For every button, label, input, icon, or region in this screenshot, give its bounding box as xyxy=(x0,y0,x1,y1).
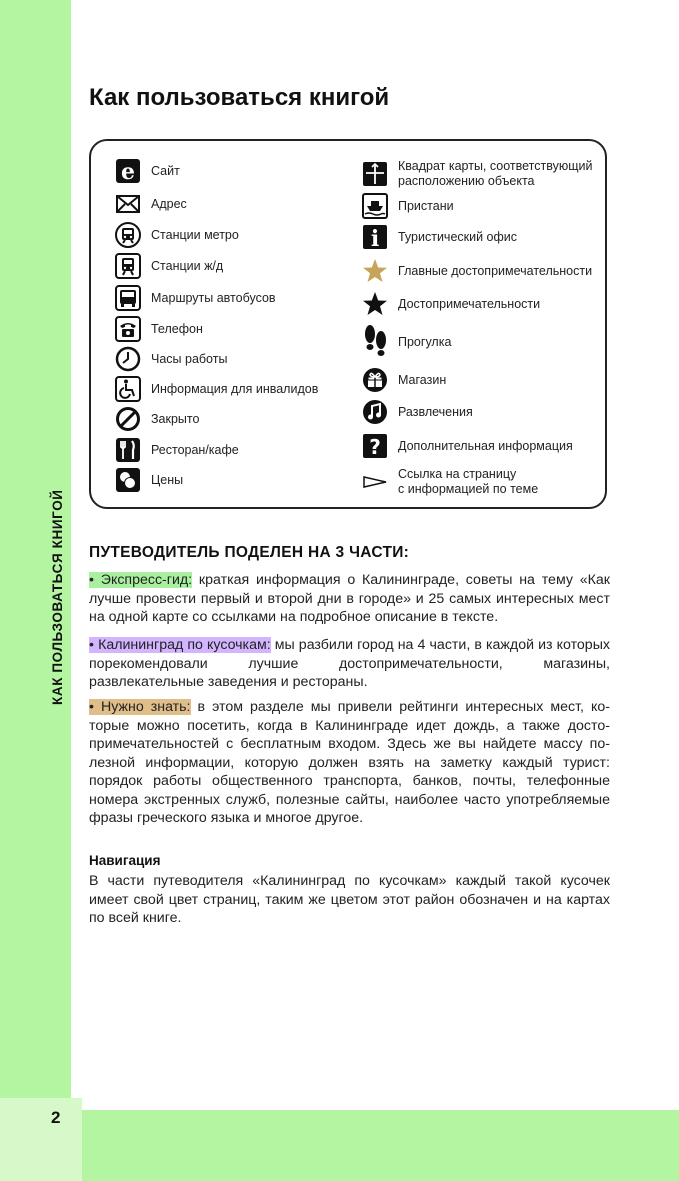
legend-item-closed xyxy=(115,406,199,432)
legend-item-address xyxy=(115,191,187,217)
pier-icon xyxy=(362,193,388,219)
bus-icon xyxy=(115,285,141,311)
legend-label: Станции ж/д xyxy=(151,258,224,273)
metro-icon xyxy=(115,222,141,248)
legend-label: Развлечения xyxy=(398,404,473,419)
legend-item-extra-info xyxy=(362,433,573,459)
train-icon xyxy=(115,253,141,279)
legend-label: Часы работы xyxy=(151,351,228,366)
legend-item-prices xyxy=(115,467,183,493)
part-text: краткая информация о Калининграде, советы на тему «Как лучше провести первый и второй дни в городе» и 25 самых интересных мест на одной карте со ссылками на подробное описание в тексте. xyxy=(89,572,610,625)
legend-label: Сайт xyxy=(151,163,180,178)
legend-item-tourist-office xyxy=(362,224,517,250)
navigation-title: Навигация xyxy=(89,853,161,868)
navigation-text: В части путеводителя «Калининград по кусочкам» каждый такой кусочек имеет свой цвет страниц, таким же цветом этот район обозначен и на картах по всей книге. xyxy=(89,873,610,926)
section-title: ПУТЕВОДИТЕЛЬ ПОДЕЛЕН НА 3 ЧАСТИ: xyxy=(89,544,410,561)
legend-item-metro xyxy=(115,222,239,248)
question-icon xyxy=(362,433,388,459)
website-icon xyxy=(115,158,141,184)
sidebar-title: КАК ПОЛЬЗОВАТЬСЯ КНИГОЙ xyxy=(50,489,65,705)
part-express-guide xyxy=(89,571,610,627)
music-icon xyxy=(362,399,388,425)
legend-label: Достопримечательности xyxy=(398,296,541,311)
legend-label: Станции метро xyxy=(151,227,239,242)
legend-label: Прогулка xyxy=(398,334,452,349)
info-icon xyxy=(362,224,388,250)
restaurant-icon xyxy=(115,437,141,463)
map-square-icon xyxy=(362,161,388,187)
legend-label: Туристический офис xyxy=(398,229,518,244)
legend-item-entertainment xyxy=(362,399,473,425)
part-label: • Нужно знать: xyxy=(89,699,191,715)
legend-label: Ресторан/кафе xyxy=(151,442,239,457)
phone-icon xyxy=(115,316,141,342)
legend-item-page-link xyxy=(362,467,538,497)
part-need-to-know xyxy=(89,698,610,828)
legend-label: Дополнительная информация xyxy=(398,438,573,453)
svg-text:e: e xyxy=(121,159,135,184)
part-label: • Калининград по кусочкам: xyxy=(89,637,271,653)
footprints-icon xyxy=(362,325,388,359)
page-link-icon xyxy=(362,469,388,495)
part-text: мы разбили город на 4 части, в каждой из которых порекомендовали лучшие достопримечательности, магазины, развлекательные заведения и рестораны. xyxy=(89,637,610,690)
legend-label: Магазин xyxy=(398,372,447,387)
legend-label: Телефон xyxy=(151,321,203,336)
legend-label: Ссылка на страницу с информацией по теме xyxy=(398,467,539,496)
black-star-icon xyxy=(362,291,388,317)
page-title: Как пользоваться книгой xyxy=(89,84,390,111)
legend-label: Закрыто xyxy=(151,411,200,426)
legend-label: Пристани xyxy=(398,198,454,213)
legend-item-pier xyxy=(362,193,454,219)
legend-label: Информация для инвалидов xyxy=(151,381,319,396)
part-label: • Экспресс-гид: xyxy=(89,572,193,588)
wheelchair-icon xyxy=(115,376,141,402)
legend-label: Цены xyxy=(151,472,184,487)
legend-item-shop xyxy=(362,367,446,393)
part-text: в этом разделе мы привели рейтинги интересных мест, которые можно посетить, когда в Калининграде идет дождь, а также достопримечательностей с бесплатным входом. Здесь же вы найдете массу полезной информации, которую должен взять на заметку каждый турист: порядок работы общественного транспорта, банков, почты, телефонные номера экстренных служб, полезные сайты, наиболее часто употребляемые фразы греческого языка и многое другое. xyxy=(89,699,610,826)
legend-label: Квадрат карты, соответствующий расположению объекта xyxy=(398,159,593,188)
prices-icon xyxy=(115,467,141,493)
legend-label: Маршруты автобусов xyxy=(151,290,276,305)
legend-item-restaurant xyxy=(115,437,239,463)
legend-item-map-square xyxy=(362,159,592,189)
legend-item-accessibility xyxy=(115,376,318,402)
legend-item-walk xyxy=(362,325,451,359)
svg-text:i: i xyxy=(370,226,380,250)
closed-icon xyxy=(115,406,141,432)
legend-item-website xyxy=(115,158,180,184)
page-number-box xyxy=(0,1098,82,1181)
part-kaliningrad-pieces xyxy=(89,636,610,692)
legend-label: Адрес xyxy=(151,196,187,211)
page-number: 2 xyxy=(51,1108,61,1127)
envelope-icon xyxy=(115,191,141,217)
svg-text:?: ? xyxy=(369,435,381,459)
legend-item-sights xyxy=(362,291,540,317)
legend-box xyxy=(89,139,607,509)
footer-band xyxy=(82,1110,679,1181)
legend-item-train xyxy=(115,253,223,279)
legend-item-phone xyxy=(115,316,203,342)
gold-star-icon xyxy=(362,258,388,284)
legend-item-bus xyxy=(115,285,276,311)
legend-label: Главные достопримечательности xyxy=(398,263,593,278)
clock-icon xyxy=(115,346,141,372)
legend-item-hours xyxy=(115,346,227,372)
legend-item-main-sights xyxy=(362,258,592,284)
shop-icon xyxy=(362,367,388,393)
